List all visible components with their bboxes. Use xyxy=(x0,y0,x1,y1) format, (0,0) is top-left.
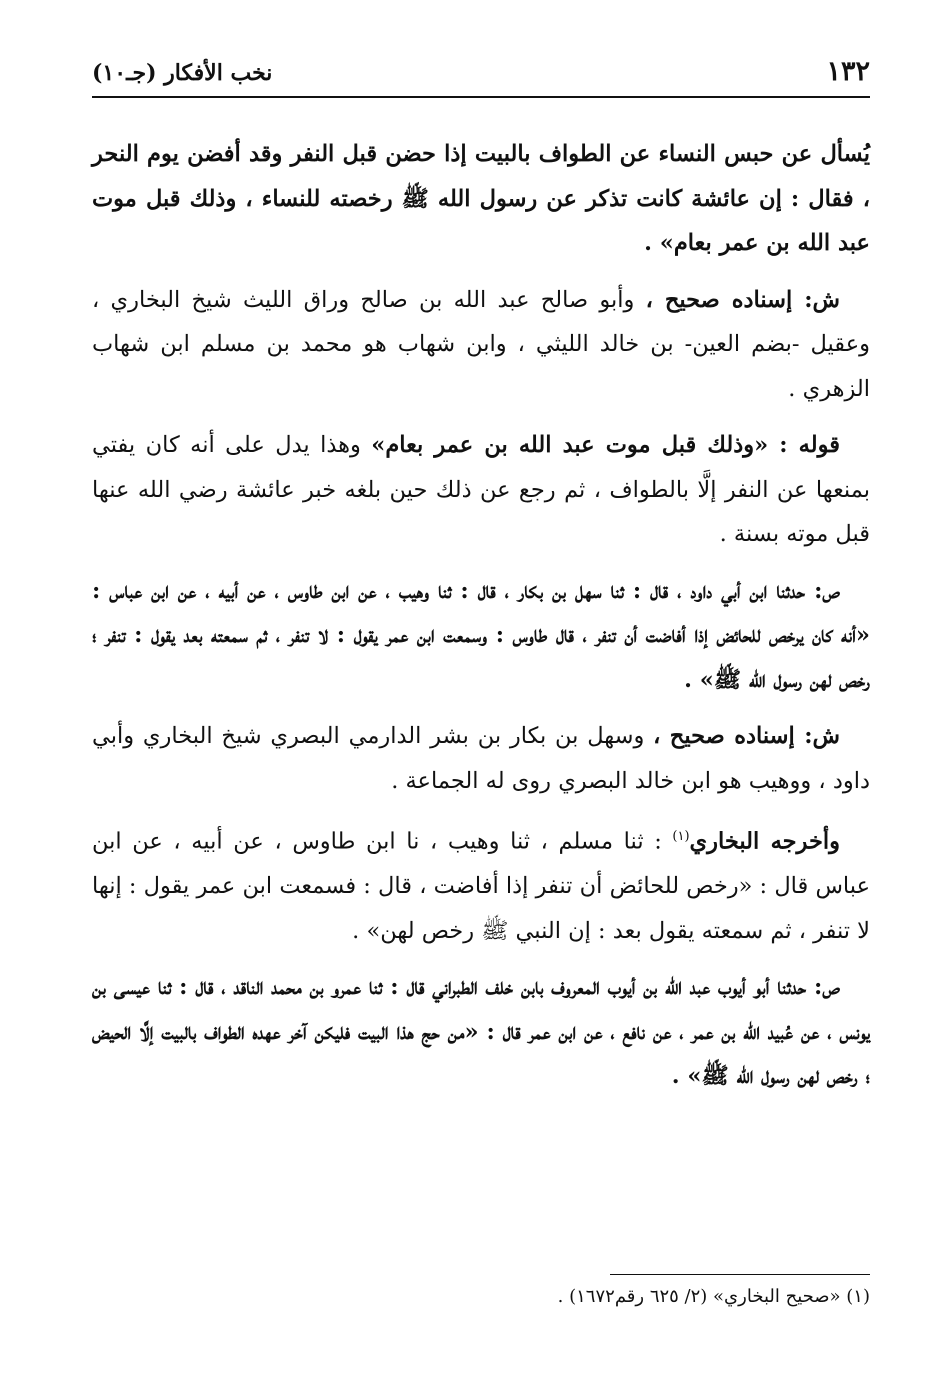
footnote: (١) «صحيح البخاري» (٢/ ٦٢٥ رقم١٦٧٢) . xyxy=(557,1286,870,1307)
footnote-marker: (١) xyxy=(672,829,690,844)
text-span: ص: حدثنا أبو أيوب عبد الله بن أيوب المعروف بابن خلف الطبراني قال : ثنا عمرو بن محمد الناقد ، قال : ثنا عيسى بن يونس ، عن عُبيد الله بن عمر ، عن نافع ، عن ابن عمر قال : «من حج هذا البيت فليكن آخر عهده الطواف بالبيت إلَّا الحيض ؛ رخص لهن رسول الله ﷺ» . xyxy=(92,974,870,1089)
document-page xyxy=(92,56,870,1346)
main-text xyxy=(92,132,870,1099)
footnote-rule xyxy=(610,1274,870,1275)
paragraph-p1 xyxy=(92,132,870,266)
text-span: وسهل بن بكار بن بشر الدارمي البصري شيخ البخاري وأبي داود ، ووهيب هو ابن خالد البصري روى له الجماعة . xyxy=(92,723,870,794)
text-span: ص: حدثنا ابن أبي داود ، قال : ثنا سهل بن بكار ، قال : ثنا وهيب ، عن ابن طاوس ، عن أبيه ، عن ابن عباس : «أنه كان يرخص للحائض إذا أفاضت أن تنفر ، قال طاوس : وسمعت ابن عمر يقول : لا تنفر ، ثم سمعته بعد يقول : تنفر ؛ رخص لهن رسول الله ﷺ» . xyxy=(92,577,870,693)
paragraph-p4 xyxy=(92,569,870,703)
paragraph-p5 xyxy=(92,714,870,803)
text-span: : ثنا مسلم ، ثنا وهيب ، نا ابن طاوس ، عن أبيه ، عن ابن عباس قال : «رخص للحائض أن تنفر إذا أفاضت ، قال : فسمعت ابن عمر يقول : إنها لا تنفر ، ثم سمعته يقول بعد : إن النبي ﷺ رخص لهن» . xyxy=(92,828,870,944)
text-span: يُسأل عن حبس النساء عن الطواف بالبيت إذا حضن قبل النفر وقد أفضن يوم النحر ، فقال : إن عائشة كانت تذكر عن رسول الله ﷺ رخصته للنساء ، وذلك قبل موت عبد الله بن عمر بعام» . xyxy=(92,141,870,256)
paragraph-p3 xyxy=(92,423,870,557)
header-rule xyxy=(92,96,870,98)
paragraph-p7 xyxy=(92,965,870,1099)
text-span: قوله : «وذلك قبل موت عبد الله بن عمر بعام» xyxy=(371,432,840,458)
text-span: وهذا يدل على أنه كان يفتي بمنعها عن النفر إلَّا بالطواف ، ثم رجع عن ذلك حين بلغه خبر عائشة رضي الله عنها قبل موته بسنة . xyxy=(92,432,870,547)
text-span: ش: إسناده صحيح ، xyxy=(645,286,840,313)
text-span: وأخرجه البخاري xyxy=(689,828,840,855)
text-span: وأبو صالح عبد الله بن صالح وراق الليث شيخ البخاري ، وعقيل -بضم العين- بن خالد الليثي ، وابن شهاب هو محمد بن مسلم ابن شهاب الزهري . xyxy=(92,286,870,402)
text-span: ش: إسناده صحيح ، xyxy=(653,723,840,749)
paragraph-p2 xyxy=(92,278,870,412)
page-header xyxy=(92,56,870,100)
paragraph-p6 xyxy=(92,815,870,953)
running-title: نخب الأفكار (جـ١٠) xyxy=(92,60,273,86)
page-number: ١٣٢ xyxy=(826,56,870,87)
